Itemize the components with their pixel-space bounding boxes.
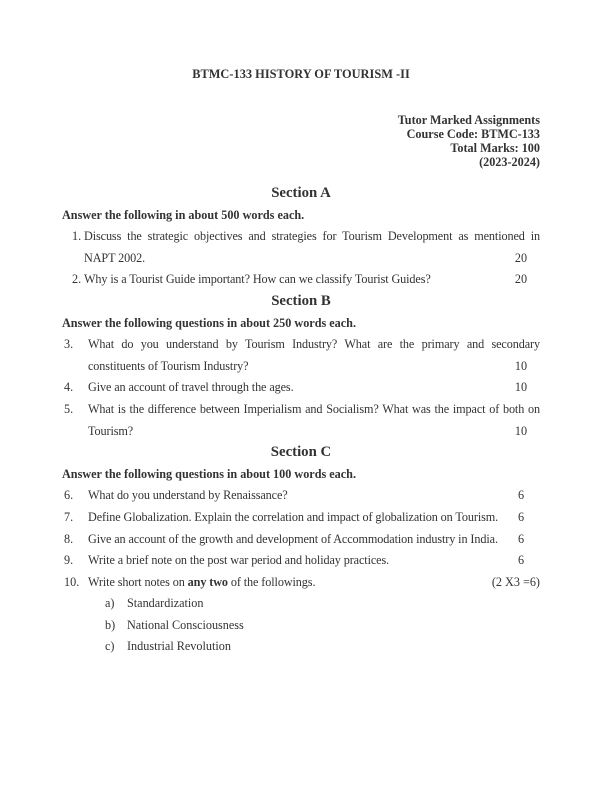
question-line: Tourism?	[88, 423, 134, 438]
question-text	[88, 550, 540, 572]
question-text	[88, 485, 540, 507]
question-line: What is the difference between Imperialism and Socialism? What was the impact of both on	[88, 401, 540, 416]
question-text	[88, 377, 540, 399]
question-number: 2.	[72, 272, 82, 287]
question-number: 6.	[64, 488, 74, 503]
section-instruction: Answer the following questions in about 100 words each.	[62, 466, 356, 481]
subitem-letter: c)	[105, 639, 115, 654]
question-subitem	[62, 615, 540, 637]
question-text-part: any two	[187, 574, 228, 589]
question-line: constituents of Tourism Industry?	[88, 358, 249, 373]
question-row	[62, 507, 540, 529]
question-line: Why is a Tourist Guide important? How can we classify Tourist Guides?	[84, 272, 431, 287]
question-marks: 6	[517, 531, 525, 546]
question-line: Discuss the strategic objectives and strategies for Tourism Development as mentioned in	[84, 229, 540, 244]
question-marks: 20	[514, 250, 528, 265]
question-line: NAPT 2002.	[84, 250, 146, 265]
section-instruction: Answer the following in about 500 words each.	[62, 207, 305, 222]
question-marks: 10	[514, 423, 528, 438]
section-heading: Section C	[270, 444, 332, 461]
question-text	[84, 269, 540, 291]
subitem-text: National Consciousness	[127, 617, 244, 632]
section-instruction: Answer the following questions in about 250 words each.	[62, 315, 356, 330]
question-row	[62, 377, 540, 399]
subitem-text: Standardization	[127, 596, 204, 611]
question-row	[62, 399, 540, 442]
question-subitem	[62, 636, 540, 658]
meta-line-total-marks: Total Marks: 100	[450, 141, 540, 155]
question-number: 7.	[64, 509, 74, 524]
question-line: Write a brief note on the post war period and holiday practices.	[88, 553, 390, 568]
question-marks: (2 X3 =6)	[491, 574, 540, 589]
page-title: BTMC-133 HISTORY OF TOURISM -II	[192, 67, 410, 81]
subitem-letter: a)	[105, 596, 115, 611]
question-line: Give an account of travel through the ages.	[88, 380, 294, 395]
question-number: 10.	[64, 574, 80, 589]
question-text	[88, 529, 540, 551]
question-text	[84, 226, 540, 269]
question-marks: 20	[514, 272, 528, 287]
question-subitem	[62, 593, 540, 615]
question-line: What do you understand by Renaissance?	[88, 488, 288, 503]
question-number: 9.	[64, 553, 74, 568]
question-marks: 10	[514, 358, 528, 373]
question-text-part: Write short notes on	[88, 574, 188, 589]
question-text	[88, 399, 540, 442]
question-marks: 6	[517, 488, 525, 503]
question-row	[62, 334, 540, 377]
question-row	[62, 572, 540, 594]
question-row	[62, 550, 540, 572]
section	[62, 183, 540, 291]
question-text	[88, 572, 540, 594]
assignment-body	[62, 183, 540, 658]
question-number: 5.	[64, 401, 74, 416]
meta-line-session: (2023-2024)	[479, 155, 540, 169]
question-line: What do you understand by Tourism Industry? What are the primary and secondary	[88, 337, 540, 352]
question-number: 3.	[64, 337, 74, 352]
question-marks: 6	[517, 509, 525, 524]
question-line: Define Globalization. Explain the correlation and impact of globalization on Tourism.	[88, 509, 499, 524]
section	[62, 442, 540, 658]
subitem-letter: b)	[105, 617, 116, 632]
question-marks: 6	[517, 553, 525, 568]
question-line	[88, 572, 540, 594]
meta-line-course-code: Course Code: BTMC-133	[406, 127, 540, 141]
question-row	[62, 485, 540, 507]
question-line: Give an account of the growth and development of Accommodation industry in India.	[88, 531, 498, 546]
section	[62, 291, 540, 442]
question-row	[62, 269, 540, 291]
question-number: 1.	[72, 229, 82, 244]
question-marks: 10	[514, 380, 528, 395]
section-heading: Section B	[271, 292, 331, 309]
question-number: 4.	[64, 380, 74, 395]
question-row	[62, 226, 540, 269]
meta-line-tma: Tutor Marked Assignments	[397, 113, 540, 127]
assignment-meta	[62, 113, 540, 169]
question-text-part: of the followings.	[227, 574, 316, 589]
section-heading: Section A	[271, 185, 331, 201]
question-text	[88, 334, 540, 377]
question-number: 8.	[64, 531, 74, 546]
question-row	[62, 529, 540, 551]
subitem-text: Industrial Revolution	[127, 639, 231, 654]
question-text	[88, 507, 540, 529]
